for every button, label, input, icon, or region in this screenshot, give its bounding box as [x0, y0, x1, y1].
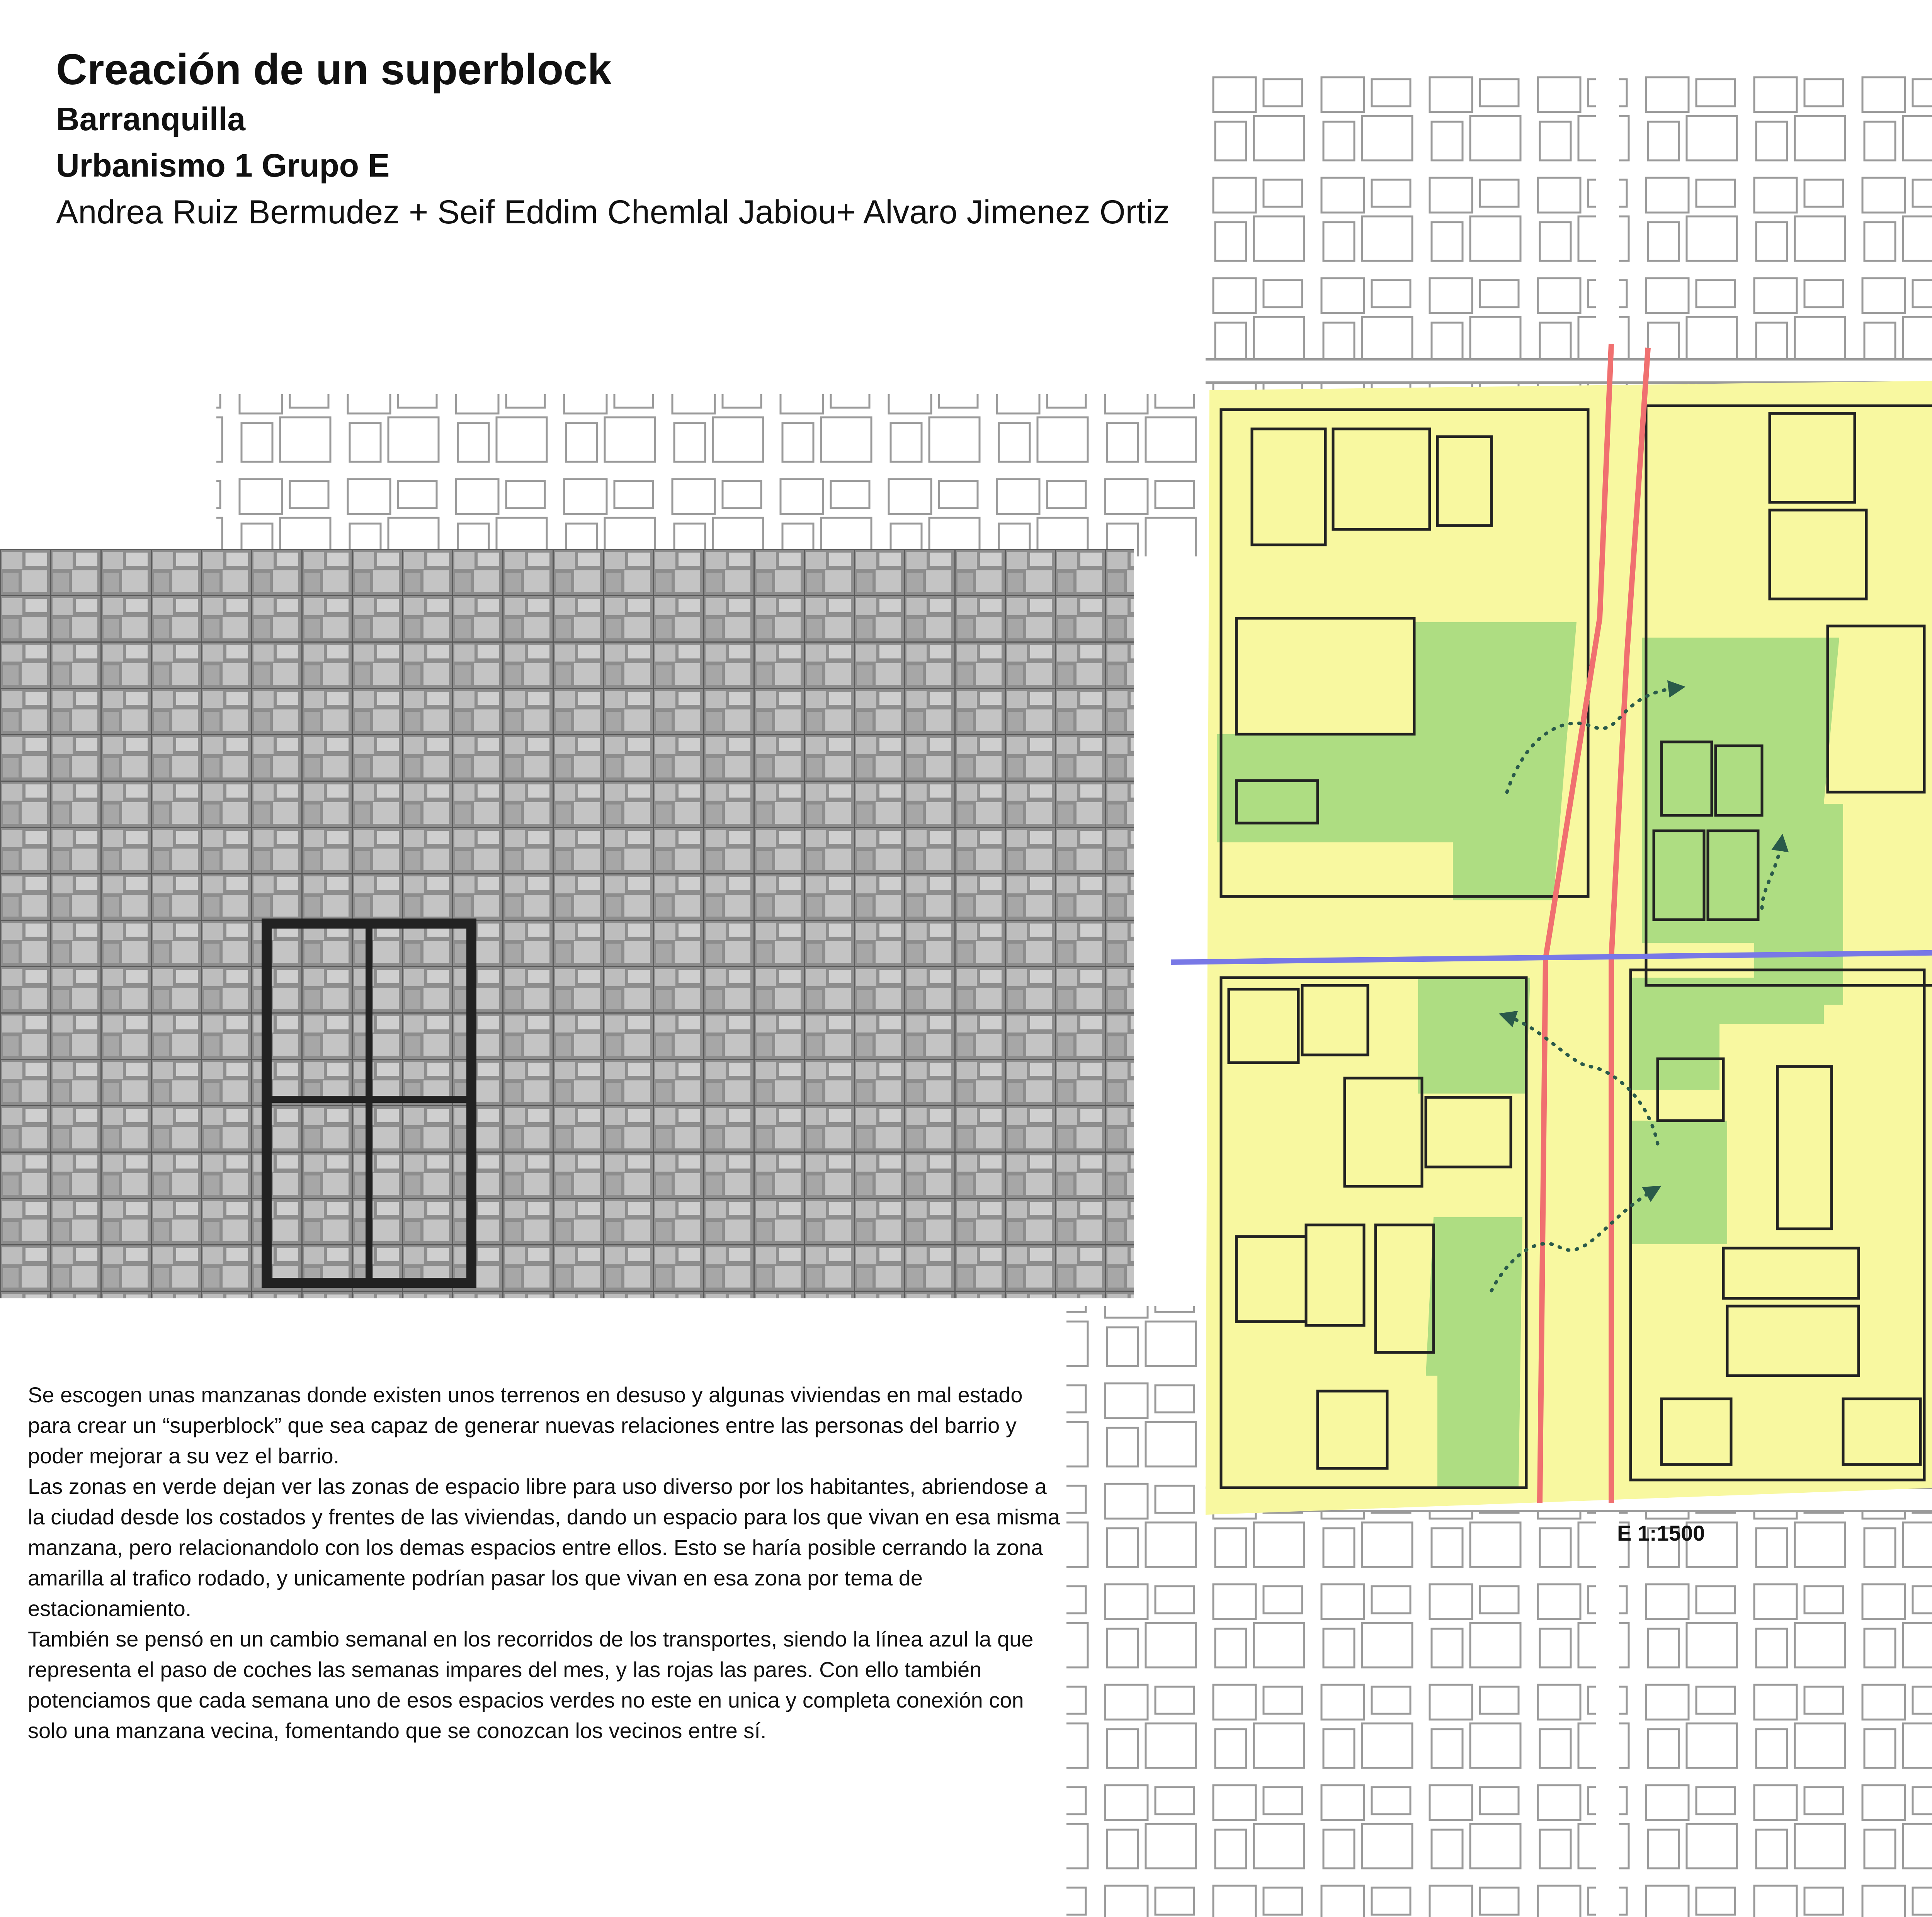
- page-title: Creación de un superblock: [56, 45, 612, 94]
- course-subtitle: Urbanismo 1 Grupo E: [56, 147, 390, 184]
- description-paragraph-1: Se escogen unas manzanas donde existen unos terrenos en desuso y algunas viviendas en mal estado para crear un “superblock” que sea capaz de generar nuevas relaciones entre las personas del barrio y poder mejorar a su vez el barrio.: [28, 1383, 1023, 1468]
- authors-line: Andrea Ruiz Bermudez + Seif Eddim Chemlal Jabiou+ Alvaro Jimenez Ortiz: [56, 194, 1170, 231]
- description-paragraph-2: Las zonas en verde dejan ver las zonas de espacio libre para uso diverso por los habitantes, abriendose a la ciudad desde los costados y frentes de las viviendas, dando un espacio para los que vivan en esa misma manzana, pero relacionandolo con los demas espacios entre ellos. Esto se haría posible cerrando la zona amarilla al trafico rodado, y unicamente podrían pasar los que vivan en esa zona por tema de estacionamiento.: [28, 1474, 1060, 1621]
- aerial-photo: [0, 549, 1134, 1298]
- description-paragraph-3: También se pensó en un cambio semanal en los recorridos de los transportes, siendo la línea azul la que representa el paso de coches las semanas impares del mes, y las rojas las pares. Con ello también potenciamos que cada semana uno de esos espacios verdes no este en unica y completa conexión con solo una manzana vecina, fomentando que se conozcan los vecinos entre sí.: [28, 1627, 1034, 1743]
- city-subtitle: Barranquilla: [56, 101, 246, 137]
- scale-label: E 1:1500: [1617, 1521, 1705, 1545]
- description-text: [28, 1379, 1063, 1746]
